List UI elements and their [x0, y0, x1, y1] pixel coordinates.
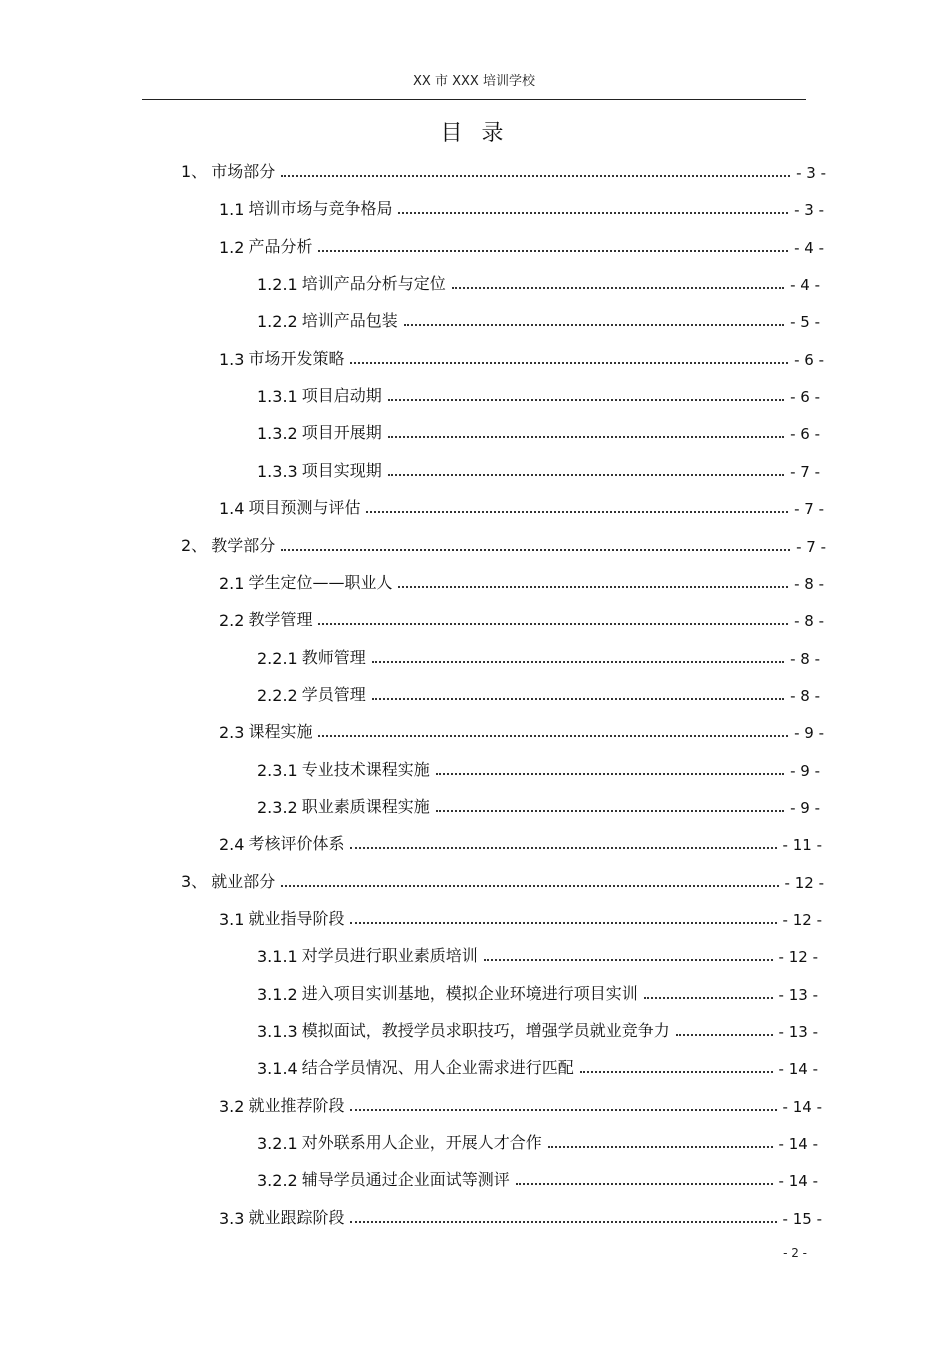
toc-leader-dots [676, 1028, 773, 1036]
toc-entry-page: - 7 - [794, 500, 824, 519]
toc-leader-dots [318, 617, 788, 625]
toc-entry[interactable] [219, 569, 824, 593]
toc-entry-label: 培训市场与竞争格局 [248, 199, 393, 219]
toc-entry-label: 产品分析 [248, 236, 313, 256]
toc-entry[interactable] [257, 307, 820, 331]
toc-entry-page: - 7 - [796, 537, 826, 556]
toc-entry-number: 3.2.1 [257, 1134, 298, 1154]
toc-entry-number: 3.2.2 [257, 1171, 298, 1191]
toc-entry[interactable] [181, 532, 826, 556]
toc-entry-label: 考核评价体系 [248, 834, 345, 854]
page-number: - 2 - [783, 1246, 807, 1260]
toc-entry-page: - 14 - [782, 1097, 822, 1116]
toc-leader-dots [281, 879, 778, 887]
toc-entry-label: 专业技术课程实施 [301, 759, 430, 779]
toc-entry-page: - 15 - [782, 1209, 822, 1228]
toc-leader-dots [484, 953, 773, 961]
toc-entry-number: 1.2 [219, 237, 245, 257]
toc-leader-dots [281, 169, 790, 177]
toc-entry-page: - 11 - [782, 836, 822, 855]
toc-entry-page: - 3 - [794, 201, 824, 220]
toc-entry[interactable] [219, 1092, 822, 1116]
toc-entry[interactable] [219, 1204, 822, 1228]
header-divider [142, 99, 806, 100]
toc-entry-label: 对外联系用人企业，开展人才合作 [301, 1133, 542, 1153]
toc-entry-label: 课程实施 [248, 722, 313, 742]
toc-entry[interactable] [257, 457, 820, 481]
toc-leader-dots [350, 1215, 776, 1223]
toc-entry-page: - 5 - [790, 313, 820, 332]
toc-leader-dots [388, 393, 784, 401]
toc-entry-page: - 14 - [778, 1172, 818, 1191]
toc-entry-label: 就业部分 [211, 871, 276, 891]
toc-entry-page: - 13 - [778, 985, 818, 1004]
toc-entry-number: 3.1.4 [257, 1059, 298, 1079]
toc-entry[interactable] [257, 644, 820, 668]
toc-entry-page: - 6 - [794, 350, 824, 369]
toc-entry-page: - 8 - [794, 612, 824, 631]
toc-leader-dots [452, 281, 784, 289]
toc-entry-number: 1.3 [219, 349, 245, 369]
toc-entry-number: 2.1 [219, 573, 245, 593]
toc-entry[interactable] [257, 382, 820, 406]
toc-entry[interactable] [257, 419, 820, 443]
toc-entry-label: 就业推荐阶段 [248, 1095, 345, 1115]
toc-entry-number: 2、 [181, 535, 208, 555]
toc-leader-dots [372, 655, 784, 663]
toc-entry-label: 市场开发策略 [248, 348, 345, 368]
toc-leader-dots [372, 692, 784, 700]
document-header: XX 市 XXX 培训学校 [413, 74, 535, 89]
toc-entry-page: - 14 - [778, 1060, 818, 1079]
toc-entry-number: 2.2.2 [257, 685, 298, 705]
toc-leader-dots [548, 1140, 773, 1148]
toc-leader-dots [318, 244, 788, 252]
toc-entry-label: 项目启动期 [301, 386, 382, 406]
toc-entry-label: 项目预测与评估 [248, 498, 361, 518]
toc-entry[interactable] [219, 494, 824, 518]
toc-entry[interactable] [257, 1054, 818, 1078]
toc-entry-page: - 9 - [794, 724, 824, 743]
toc-entry-label: 辅导学员通过企业面试等测评 [301, 1170, 510, 1190]
toc-entry-number: 3.1.3 [257, 1022, 298, 1042]
toc-entry-number: 3.1 [219, 910, 245, 929]
toc-entry-number: 2.2.1 [257, 648, 298, 668]
toc-entry-page: - 12 - [784, 873, 824, 892]
toc-entry-page: - 12 - [782, 911, 822, 929]
toc-entry-page: - 4 - [794, 238, 824, 257]
toc-entry-label: 教学部分 [211, 535, 276, 555]
toc-entry-number: 2.3.1 [257, 760, 298, 780]
toc-entry-label: 培训产品包装 [301, 311, 398, 331]
toc-entry-label: 模拟面试，教授学员求职技巧，增强学员就业竞争力 [301, 1021, 670, 1041]
toc-entry-page: - 7 - [790, 462, 820, 481]
toc-entry[interactable] [219, 905, 822, 929]
toc-entry[interactable] [257, 942, 818, 966]
toc-leader-dots [580, 1065, 773, 1073]
toc-entry-number: 3.3 [219, 1208, 245, 1228]
toc-entry-number: 1.1 [219, 200, 245, 220]
toc-entry-page: - 13 - [778, 1023, 818, 1042]
toc-entry-label: 学员管理 [301, 684, 366, 704]
toc-entry[interactable] [219, 606, 824, 630]
toc-leader-dots [398, 206, 788, 214]
toc-entry[interactable] [181, 158, 826, 182]
toc-leader-dots [350, 1103, 776, 1111]
toc-leader-dots [350, 841, 776, 849]
toc-entry[interactable] [219, 233, 824, 257]
toc-entry-label: 教师管理 [301, 647, 366, 667]
toc-entry[interactable] [257, 270, 820, 294]
toc-leader-dots [318, 729, 788, 737]
toc-entry[interactable] [219, 345, 824, 369]
toc-entry-page: - 14 - [778, 1135, 818, 1154]
toc-entry[interactable] [219, 195, 824, 219]
toc-leader-dots [404, 318, 784, 326]
toc-entry-page: - 12 - [778, 948, 818, 967]
toc-entry-number: 1.3.1 [257, 387, 298, 407]
toc-entry-page: - 3 - [796, 164, 826, 182]
toc-title: 目 录 [440, 121, 510, 146]
toc-entry-number: 1.2.1 [257, 275, 298, 295]
toc-leader-dots [436, 804, 784, 812]
toc-entry[interactable] [181, 868, 824, 892]
toc-entry-page: - 4 - [790, 276, 820, 295]
toc-entry-label: 进入项目实训基地，模拟企业环境进行项目实训 [301, 983, 638, 1003]
toc-entry-number: 1.2.2 [257, 312, 298, 332]
toc-leader-dots [350, 916, 776, 924]
toc-entry-page: - 8 - [794, 574, 824, 593]
toc-entry-number: 2.4 [219, 835, 245, 855]
toc-entry-number: 3.2 [219, 1096, 245, 1116]
toc-entry-number: 3、 [181, 871, 208, 891]
toc-entry-label: 结合学员情况、用人企业需求进行匹配 [301, 1058, 574, 1078]
toc-entry[interactable] [257, 681, 820, 705]
toc-entry-label: 对学员进行职业素质培训 [301, 946, 478, 966]
toc-entry-number: 1.3.3 [257, 461, 298, 481]
toc-entry-page: - 9 - [790, 761, 820, 780]
toc-entry-label: 市场部分 [211, 162, 276, 181]
toc-entry[interactable] [219, 830, 822, 854]
toc-entry-page: - 8 - [790, 686, 820, 705]
toc-entry-label: 项目开展期 [301, 423, 382, 443]
toc-entry-label: 学生定位——职业人 [248, 572, 393, 592]
toc-entry[interactable] [257, 1166, 818, 1190]
toc-leader-dots [388, 430, 784, 438]
toc-entry-page: - 8 - [790, 649, 820, 668]
toc-entry[interactable] [257, 1129, 818, 1153]
toc-entry[interactable] [219, 718, 824, 742]
toc-leader-dots [398, 580, 788, 588]
toc-entry-number: 2.2 [219, 611, 245, 631]
toc-leader-dots [350, 356, 788, 364]
toc-leader-dots [281, 543, 790, 551]
toc-entry-page: - 6 - [790, 388, 820, 407]
toc-entry[interactable] [257, 756, 820, 780]
toc-entry-label: 就业指导阶段 [248, 909, 345, 928]
toc-entry-label: 项目实现期 [301, 460, 382, 480]
toc-leader-dots [644, 991, 773, 999]
toc-entry-number: 3.1.1 [257, 947, 298, 967]
toc-entry-number: 2.3.2 [257, 797, 298, 817]
toc-entry-page: - 9 - [790, 798, 820, 817]
toc-entry-number: 3.1.2 [257, 984, 298, 1004]
toc-entry-number: 1.3.2 [257, 424, 298, 444]
toc-entry-number: 1.4 [219, 499, 245, 519]
toc-entry-number: 1、 [181, 162, 208, 181]
toc-entry-label: 培训产品分析与定位 [301, 274, 446, 294]
toc-entry-page: - 6 - [790, 425, 820, 444]
toc-leader-dots [516, 1177, 773, 1185]
toc-leader-dots [388, 468, 784, 476]
toc-entry[interactable] [257, 793, 820, 817]
toc-leader-dots [366, 505, 788, 513]
toc-entry-label: 教学管理 [248, 610, 313, 630]
toc-entry-label: 就业跟踪阶段 [248, 1207, 345, 1227]
toc-entry-label: 职业素质课程实施 [301, 796, 430, 816]
toc-entry[interactable] [257, 980, 818, 1004]
toc-entry-number: 2.3 [219, 723, 245, 743]
toc-entry[interactable] [257, 1017, 818, 1041]
toc-leader-dots [436, 767, 784, 775]
